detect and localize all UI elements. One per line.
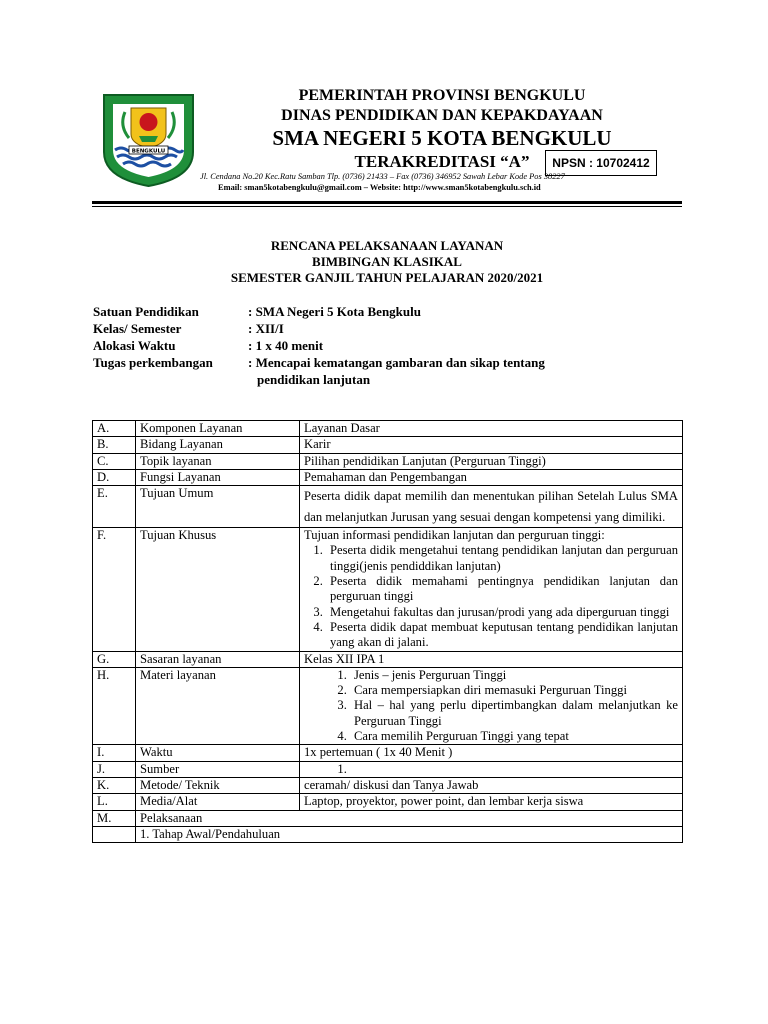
- row-value: ceramah/ diskusi dan Tanya Jawab: [300, 777, 683, 793]
- accreditation: TERAKREDITASI “A”: [354, 152, 530, 171]
- row-code: F.: [93, 528, 136, 651]
- school-name: SMA NEGERI 5 KOTA BENGKULU: [272, 126, 612, 150]
- row-value: [300, 761, 683, 777]
- meta-label: Alokasi Waktu: [93, 338, 176, 353]
- row-subheading: 1. Tahap Awal/Pendahuluan: [136, 826, 683, 842]
- table-row: [93, 437, 683, 453]
- row-code: K.: [93, 777, 136, 793]
- row-value: Peserta didik dapat memilih dan menentukan pilihan Setelah Lulus SMA dan melanjutkan Jurusan yang sesuai dengan kompetensi yang dimiliki.: [300, 486, 683, 528]
- meta-value-line-1: : Mencapai kematangan gambaran dan sikap tentang: [248, 355, 545, 370]
- meta-value: [248, 354, 608, 388]
- title-line-1: RENCANA PELAKSANAAN LAYANAN: [270, 238, 504, 253]
- row-code: J.: [93, 761, 136, 777]
- row-code: D.: [93, 469, 136, 485]
- row-value: Karir: [300, 437, 683, 453]
- row-label: Pelaksanaan: [136, 810, 683, 826]
- row-code: M.: [93, 810, 136, 826]
- row-value: Pemahaman dan Pengembangan: [300, 469, 683, 485]
- dept-name: DINAS PENDIDIKAN DAN KEPAKDAYAAN: [281, 107, 603, 124]
- row-label: Komponen Layanan: [136, 421, 300, 437]
- list-item: 2. Cara mempersiapkan diri memasuki Perguruan Tinggi: [350, 683, 678, 698]
- list-item: 3. Hal – hal yang perlu dipertimbangkan dalam melanjutkan ke Perguruan Tinggi: [350, 698, 678, 729]
- objectives-list: [304, 543, 678, 650]
- school-contact: Email: sman5kotabengkulu@gmail.com – Website: http://www.sman5kotabengkulu.sch.id: [218, 183, 541, 192]
- list-item: 2. Peserta didik memahami pentingnya pendidikan lanjutan dan perguruan tinggi: [326, 574, 678, 605]
- npsn-box: NPSN : 10702412: [545, 150, 657, 176]
- row-code: I.: [93, 745, 136, 761]
- row-value: Kelas XII IPA 1: [300, 651, 683, 667]
- table-row: [93, 453, 683, 469]
- row-value: [300, 528, 683, 651]
- row-code: G.: [93, 651, 136, 667]
- title-line-2: BIMBINGAN KLASIKAL: [312, 254, 462, 269]
- title-line-3: SEMESTER GANJIL TAHUN PELAJARAN 2020/2021: [230, 270, 544, 285]
- row-code: B.: [93, 437, 136, 453]
- svg-text:BENGKULU: BENGKULU: [131, 148, 166, 155]
- meta-value: : XII/I: [248, 321, 284, 336]
- list-item: 4. Cara memilih Perguruan Tinggi yang tepat: [350, 729, 678, 744]
- row-label: Sasaran layanan: [136, 651, 300, 667]
- table-row: [93, 761, 683, 777]
- service-plan-table: [92, 420, 683, 843]
- header-divider-thick: [92, 201, 682, 204]
- row-code: H.: [93, 667, 136, 744]
- table-row: [93, 667, 683, 744]
- row-code: C.: [93, 453, 136, 469]
- meta-label: Satuan Pendidikan: [93, 304, 199, 319]
- table-row: [93, 469, 683, 485]
- row-value: Pilihan pendidikan Lanjutan (Perguruan Tinggi): [300, 453, 683, 469]
- row-label: Media/Alat: [136, 794, 300, 810]
- provincial-emblem-icon: [101, 92, 196, 188]
- row-code: E.: [93, 486, 136, 528]
- meta-row: [93, 303, 683, 320]
- table-row: [93, 794, 683, 810]
- table-row: [93, 826, 683, 842]
- list-item: 3. Mengetahui fakultas dan jurusan/prodi yang ada diperguruan tinggi: [326, 605, 678, 620]
- table-row: [93, 810, 683, 826]
- table-row: [93, 777, 683, 793]
- row-label: Materi layanan: [136, 667, 300, 744]
- table-row: [93, 745, 683, 761]
- meta-row: [93, 320, 683, 337]
- row-label: Fungsi Layanan: [136, 469, 300, 485]
- table-row: [93, 421, 683, 437]
- meta-label: Tugas perkembangan: [93, 355, 213, 370]
- identity-block: [93, 303, 683, 388]
- materials-list: [304, 668, 678, 744]
- list-item: 4. Peserta didik dapat membuat keputusan tentang pendidikan lanjutan yang akan di jalani.: [326, 620, 678, 651]
- row-code: L.: [93, 794, 136, 810]
- meta-row: [93, 337, 683, 354]
- table-row: [93, 486, 683, 528]
- row-value: Layanan Dasar: [300, 421, 683, 437]
- header-divider-thin: [92, 206, 682, 207]
- row-code-empty: [93, 826, 136, 842]
- row-label: Waktu: [136, 745, 300, 761]
- gov-name: PEMERINTAH PROVINSI BENGKULU: [298, 87, 586, 104]
- list-item: 1. Jenis – jenis Perguruan Tinggi: [350, 668, 678, 683]
- row-code: A.: [93, 421, 136, 437]
- meta-value: : SMA Negeri 5 Kota Bengkulu: [248, 304, 421, 319]
- meta-row: [93, 354, 683, 388]
- row-label: Bidang Layanan: [136, 437, 300, 453]
- list-item: 1. Peserta didik mengetahui tentang pendidikan lanjutan dan perguruan tinggi(jenis pendiddikan lanjutan): [326, 543, 678, 574]
- row-label: Topik layanan: [136, 453, 300, 469]
- row-value: Laptop, proyektor, power point, dan lembar kerja siswa: [300, 794, 683, 810]
- objectives-intro: Tujuan informasi pendidikan lanjutan dan perguruan tinggi:: [304, 528, 605, 543]
- table-row: [93, 528, 683, 651]
- row-label: Tujuan Umum: [136, 486, 300, 528]
- row-label: Metode/ Teknik: [136, 777, 300, 793]
- row-label: Sumber: [136, 761, 300, 777]
- meta-value-line-2: pendidikan lanjutan: [257, 372, 371, 387]
- school-address: Jl. Cendana No.20 Kec.Ratu Samban Tlp. (0736) 21433 – Fax (0736) 346952 Sawah Lebar Kode Pos 38227: [200, 172, 565, 181]
- row-value: 1x pertemuan ( 1x 40 Menit ): [300, 745, 683, 761]
- sources-list: [304, 762, 678, 777]
- meta-label: Kelas/ Semester: [93, 321, 182, 336]
- meta-value: : 1 x 40 menit: [248, 338, 324, 353]
- document-title: [92, 238, 682, 286]
- table-row: [93, 651, 683, 667]
- row-value: [300, 667, 683, 744]
- row-label: Tujuan Khusus: [136, 528, 300, 651]
- list-item: [350, 762, 678, 777]
